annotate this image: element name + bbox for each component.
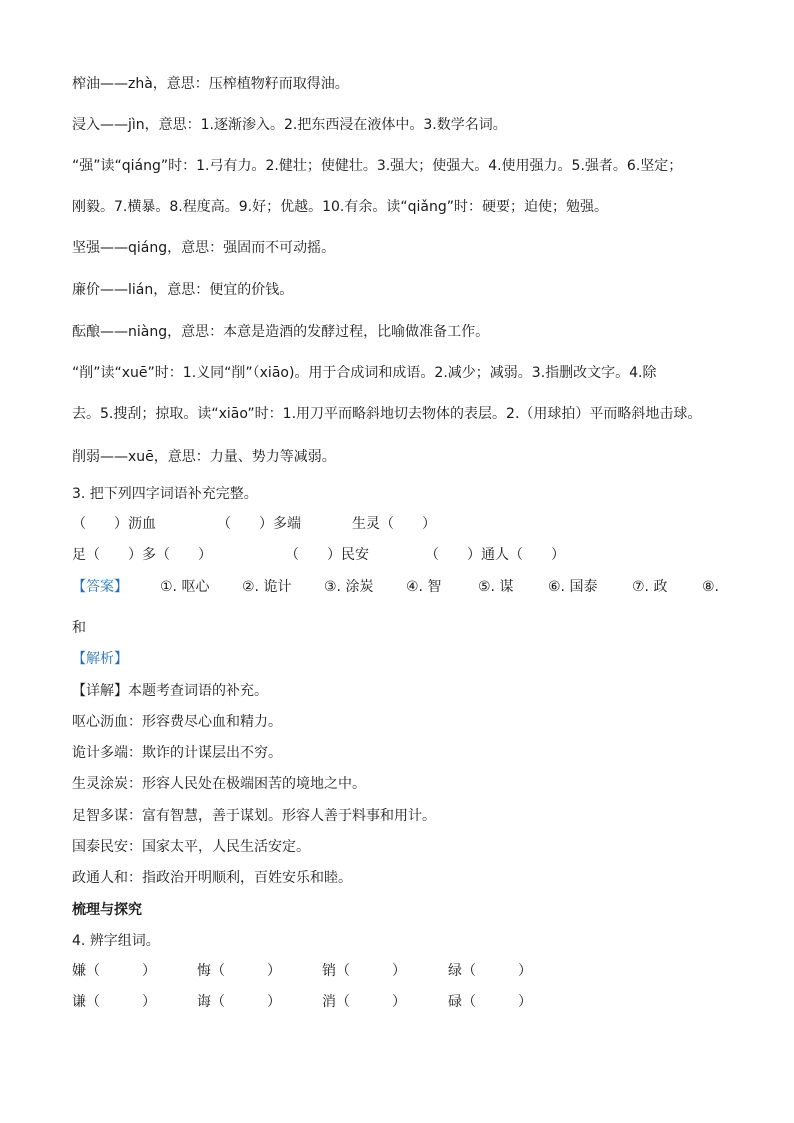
idiom-blank: 足（ ）多（ ）: [72, 547, 212, 563]
explanation-line: 廉价——lián，意思：便宜的价钱。: [72, 282, 294, 298]
detail-line: 呕心沥血：形容费尽心血和精力。: [72, 714, 282, 730]
word-blank: 碌（ ）: [448, 994, 532, 1010]
detail-line: 国泰民安：国家太平，人民生活安定。: [72, 839, 310, 855]
word-blank: 销（ ）: [322, 963, 406, 979]
idiom-blank: （ ）通人（ ）: [425, 547, 565, 563]
explanation-line: 削弱——xuē，意思：力量、势力等减弱。: [72, 449, 336, 465]
answer-item: ⑦. 政: [632, 579, 668, 595]
question-4-row-1: [72, 961, 572, 981]
answer-row: [72, 577, 732, 597]
word-blank: 悔（ ）: [197, 963, 281, 979]
explanation-line: “削”读“xuē”时：1.义同“削”（xiāo)。用于合成词和成语。2.减少；减弱。3.指删改文字。4.除: [72, 365, 657, 381]
answer-label: 【答案】: [72, 579, 128, 595]
word-blank: 消（ ）: [322, 994, 406, 1010]
answer-item: ①. 呕心: [160, 579, 210, 595]
explanation-line: 刚毅。7.横暴。8.程度高。9.好；优越。10.有余。读“qiǎng”时：硬要；迫使；勉强。: [72, 199, 608, 215]
detail-line: 生灵涂炭：形容人民处在极端困苦的境地之中。: [72, 776, 366, 792]
question-3-prompt: 3. 把下列四字词语补充完整。: [72, 486, 258, 502]
question-4-row-2: [72, 992, 572, 1012]
analysis-label: 【解析】: [72, 651, 128, 667]
idiom-blank: （ ）沥血: [72, 516, 156, 532]
explanation-line: 坚强——qiáng，意思：强固而不可动摇。: [72, 240, 336, 256]
detail-line: 诡计多端：欺诈的计谋层出不穷。: [72, 745, 282, 761]
explanation-line: 酝酿——niàng，意思：本意是造酒的发酵过程，比喻做准备工作。: [72, 324, 490, 340]
answer-item: ③. 涂炭: [324, 579, 374, 595]
answer-item: ④. 智: [406, 579, 442, 595]
idiom-blank: （ ）民安: [285, 547, 369, 563]
answer-item: ⑥. 国泰: [548, 579, 598, 595]
answer-item: ②. 诡计: [242, 579, 292, 595]
detail-line: 足智多谋：富有智慧，善于谋划。形容人善于料事和用计。: [72, 808, 436, 824]
detail-line: 【详解】本题考查词语的补充。: [72, 683, 268, 699]
answer-item: ⑤. 谋: [478, 579, 514, 595]
answer-tail: 和: [72, 620, 86, 636]
explanation-line: 去。5.搜刮；掠取。读“xiāo”时：1.用刀平而略斜地切去物体的表层。2.（用球拍）平而略斜地击球。: [72, 406, 702, 422]
word-blank: 嫌（ ）: [72, 963, 156, 979]
word-blank: 绿（ ）: [448, 963, 532, 979]
word-blank: 诲（ ）: [197, 994, 281, 1010]
section-title: 梳理与探究: [72, 902, 142, 918]
question-3-row-2: [72, 545, 722, 565]
idiom-blank: （ ）多端: [217, 516, 301, 532]
explanation-line: “强”读“qiáng”时：1.弓有力。2.健壮；使健壮。3.强大；使强大。4.使用强力。5.强者。6.坚定；: [72, 158, 683, 174]
question-4-prompt: 4. 辨字组词。: [72, 933, 160, 949]
question-3-row-1: [72, 514, 722, 534]
answer-item: ⑧.: [702, 579, 720, 595]
word-blank: 谦（ ）: [72, 994, 156, 1010]
explanation-line: 浸入——jìn，意思：1.逐渐渗入。2.把东西浸在液体中。3.数学名词。: [72, 117, 507, 133]
detail-line: 政通人和：指政治开明顺利，百姓安乐和睦。: [72, 870, 352, 886]
explanation-line: 榨油——zhà，意思：压榨植物籽而取得油。: [72, 76, 349, 92]
idiom-blank: 生灵（ ）: [352, 516, 436, 532]
